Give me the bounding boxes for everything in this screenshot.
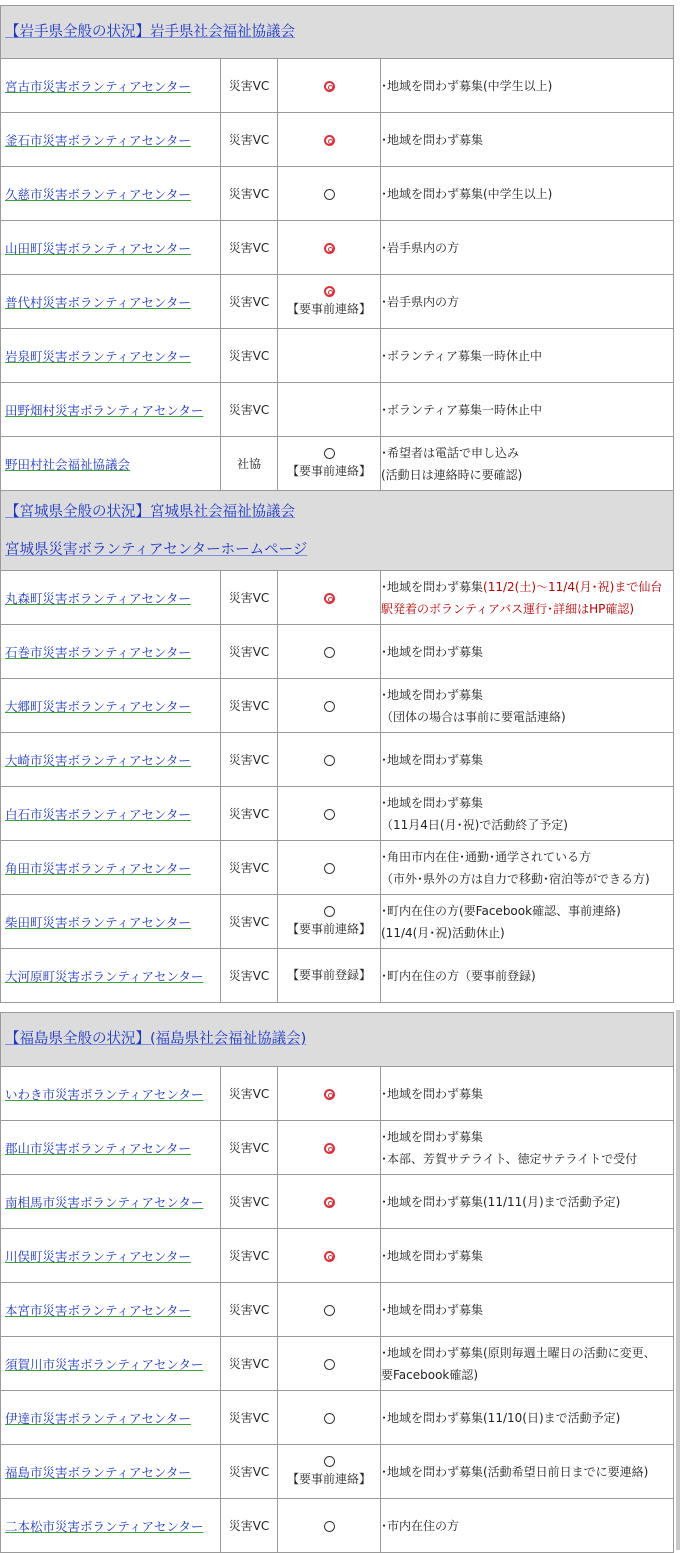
center-link[interactable]: 田野畑村災害ボランティアセンター <box>5 402 204 418</box>
note-cell: ･ボランティア募集一時休止中 <box>381 383 674 437</box>
table-row <box>1 1067 674 1121</box>
center-link[interactable]: 大崎市災害ボランティアセンター <box>5 752 191 768</box>
double-circle-icon <box>324 243 335 254</box>
circle-icon <box>324 863 335 874</box>
note-cell: ･地域を問わず募集(11/11(月)まで活動予定) <box>381 1175 674 1229</box>
center-link[interactable]: 山田町災害ボランティアセンター <box>5 240 191 256</box>
table-row <box>1 275 674 329</box>
status-cell <box>278 1391 381 1445</box>
center-link[interactable]: 岩泉町災害ボランティアセンター <box>5 348 191 364</box>
table-row <box>1 1121 674 1175</box>
center-type: 災害VC <box>221 1445 278 1499</box>
table-row <box>1 1283 674 1337</box>
table-row <box>1 625 674 679</box>
table-row <box>1 1175 674 1229</box>
table-row <box>1 167 674 221</box>
status-cell <box>278 1499 381 1553</box>
center-type: 災害VC <box>221 113 278 167</box>
center-type: 災害VC <box>221 383 278 437</box>
center-type: 災害VC <box>221 275 278 329</box>
circle-icon <box>324 1456 335 1467</box>
center-type: 災害VC <box>221 167 278 221</box>
center-type: 災害VC <box>221 679 278 733</box>
center-type: 災害VC <box>221 1229 278 1283</box>
center-link[interactable]: 丸森町災害ボランティアセンター <box>5 590 191 606</box>
table-row <box>1 1391 674 1445</box>
note-cell: ･地域を問わず募集 <box>381 113 674 167</box>
circle-icon <box>324 1359 335 1370</box>
double-circle-icon <box>324 1089 335 1100</box>
center-link[interactable]: 伊達市災害ボランティアセンター <box>5 1410 191 1426</box>
note-cell: ･地域を問わず募集 <box>381 1067 674 1121</box>
status-cell <box>278 437 381 491</box>
status-cell <box>278 221 381 275</box>
center-link[interactable]: 柴田町災害ボランティアセンター <box>5 914 191 930</box>
circle-icon <box>324 448 335 459</box>
table-row <box>1 383 674 437</box>
center-type: 災害VC <box>221 571 278 625</box>
note-cell: ･地域を問わず募集 （11月4日(月･祝)で活動終了予定) <box>381 787 674 841</box>
status-cell <box>278 787 381 841</box>
status-cell <box>278 1445 381 1499</box>
status-cell <box>278 1337 381 1391</box>
note-cell: ･市内在住の方 <box>381 1499 674 1553</box>
status-cell <box>278 113 381 167</box>
double-circle-icon <box>324 1251 335 1262</box>
table-row <box>1 1229 674 1283</box>
center-link[interactable]: 郡山市災害ボランティアセンター <box>5 1140 191 1156</box>
circle-icon <box>324 755 335 766</box>
status-cell <box>278 625 381 679</box>
status-cell <box>278 571 381 625</box>
center-type: 災害VC <box>221 59 278 113</box>
status-cell <box>278 1175 381 1229</box>
table-row <box>1 841 674 895</box>
center-type: 災害VC <box>221 1337 278 1391</box>
center-type: 災害VC <box>221 221 278 275</box>
iwate-header-row <box>1 6 674 59</box>
center-link[interactable]: 福島市災害ボランティアセンター <box>5 1464 191 1480</box>
double-circle-icon <box>324 1197 335 1208</box>
center-type: 災害VC <box>221 1499 278 1553</box>
table-row <box>1 949 674 1003</box>
double-circle-icon <box>324 593 335 604</box>
circle-icon <box>324 906 335 917</box>
note-cell: ･地域を問わず募集 <box>381 1283 674 1337</box>
table-row <box>1 1337 674 1391</box>
miyagi-homepage-link[interactable]: 宮城県災害ボランティアセンターホームページ <box>5 541 308 558</box>
table-row <box>1 329 674 383</box>
table-row <box>1 1499 674 1553</box>
center-link[interactable]: 白石市災害ボランティアセンター <box>5 806 191 822</box>
center-link[interactable]: いわき市災害ボランティアセンター <box>5 1086 204 1102</box>
table-row <box>1 733 674 787</box>
center-link[interactable]: 本宮市災害ボランティアセンター <box>5 1302 191 1318</box>
status-cell <box>278 1283 381 1337</box>
note-cell: ･地域を問わず募集 （団体の場合は事前に要電話連絡) <box>381 679 674 733</box>
center-link[interactable]: 野田村社会福祉協議会 <box>5 456 131 472</box>
status-note: 【要事前連絡】 <box>286 302 371 316</box>
center-link[interactable]: 川俣町災害ボランティアセンター <box>5 1248 191 1264</box>
center-link[interactable]: 大郷町災害ボランティアセンター <box>5 698 191 714</box>
table-row <box>1 1445 674 1499</box>
status-cell <box>278 1121 381 1175</box>
status-cell <box>278 59 381 113</box>
note-cell: ･地域を問わず募集(11/2(土)～11/4(月･祝)まで仙台駅発着のボランティアバス運行･詳細はHP確認) <box>381 571 674 625</box>
note-cell: ･角田市内在住･通勤･通学されている方 （市外･県外の方は自力で移動･宿泊等ができる方) <box>381 841 674 895</box>
center-type: 災害VC <box>221 1121 278 1175</box>
center-type: 災害VC <box>221 625 278 679</box>
center-type: 災害VC <box>221 329 278 383</box>
note-cell: ･希望者は電話で申し込み (活動日は連絡時に要確認) <box>381 437 674 491</box>
note-cell: ･地域を問わず募集(原則毎週土曜日の活動に変更、 要Facebook確認) <box>381 1337 674 1391</box>
status-cell <box>278 679 381 733</box>
table-row <box>1 221 674 275</box>
note-cell: ･町内在住の方（要事前登録) <box>381 949 674 1003</box>
note-cell: ･地域を問わず募集(11/10(日)まで活動予定) <box>381 1391 674 1445</box>
note-cell: ･地域を問わず募集 <box>381 733 674 787</box>
iwate-table <box>0 5 674 1003</box>
note-cell: ･町内在住の方(要Facebook確認、事前連絡) (11/4(月･祝)活動休止) <box>381 895 674 949</box>
center-type: 災害VC <box>221 949 278 1003</box>
center-link[interactable]: 釜石市災害ボランティアセンター <box>5 132 191 148</box>
center-link[interactable]: 角田市災害ボランティアセンター <box>5 860 191 876</box>
status-cell <box>278 167 381 221</box>
status-cell <box>278 841 381 895</box>
table-row <box>1 679 674 733</box>
center-type: 災害VC <box>221 1175 278 1229</box>
note-cell: ･ボランティア募集一時休止中 <box>381 329 674 383</box>
circle-icon <box>324 1521 335 1532</box>
scrollbar[interactable] <box>676 1010 680 1550</box>
center-link[interactable]: 宮古市災害ボランティアセンター <box>5 78 191 94</box>
note-cell: ･岩手県内の方 <box>381 221 674 275</box>
circle-icon <box>324 1305 335 1316</box>
center-type: 災害VC <box>221 895 278 949</box>
table-row <box>1 59 674 113</box>
center-link[interactable]: 久慈市災害ボランティアセンター <box>5 186 191 202</box>
note-cell: ･地域を問わず募集 <box>381 625 674 679</box>
fukushima-header-row <box>1 1013 674 1067</box>
center-link[interactable]: 石巻市災害ボランティアセンター <box>5 644 191 660</box>
miyagi-header-link[interactable]: 【宮城県全般の状況】宮城県社会福祉協議会 <box>5 503 295 520</box>
note-cell: ･地域を問わず募集 ･本部、芳賀サテライト、徳定サテライトで受付 <box>381 1121 674 1175</box>
status-cell <box>278 949 381 1003</box>
status-note: 【要事前登録】 <box>286 968 371 982</box>
status-cell <box>278 1229 381 1283</box>
fukushima-header-link[interactable]: 【福島県全般の状況】(福島県社会福祉協議会) <box>5 1031 307 1047</box>
status-cell <box>278 895 381 949</box>
center-link[interactable]: 大河原町災害ボランティアセンター <box>5 968 204 984</box>
circle-icon <box>324 809 335 820</box>
circle-icon <box>324 189 335 200</box>
circle-icon <box>324 1413 335 1424</box>
circle-icon <box>324 647 335 658</box>
center-link[interactable]: 須賀川市災害ボランティアセンター <box>5 1356 204 1372</box>
center-type: 災害VC <box>221 1283 278 1337</box>
fukushima-table <box>0 1012 674 1553</box>
table-row <box>1 437 674 491</box>
center-link[interactable]: 普代村災害ボランティアセンター <box>5 294 191 310</box>
center-link[interactable]: 南相馬市災害ボランティアセンター <box>5 1194 204 1210</box>
double-circle-icon <box>324 286 335 297</box>
center-type: 災害VC <box>221 787 278 841</box>
table-row <box>1 113 674 167</box>
note-cell: ･地域を問わず募集(中学生以上) <box>381 59 674 113</box>
note-cell: ･地域を問わず募集(活動希望日前日までに要連絡) <box>381 1445 674 1499</box>
miyagi-header-row <box>1 491 674 571</box>
status-note: 【要事前連絡】 <box>286 464 371 478</box>
status-cell <box>278 329 381 383</box>
center-type: 災害VC <box>221 841 278 895</box>
status-cell <box>278 733 381 787</box>
center-type: 災害VC <box>221 733 278 787</box>
center-type: 災害VC <box>221 1067 278 1121</box>
center-type: 災害VC <box>221 1391 278 1445</box>
note-cell: ･岩手県内の方 <box>381 275 674 329</box>
double-circle-icon <box>324 135 335 146</box>
double-circle-icon <box>324 81 335 92</box>
status-cell <box>278 275 381 329</box>
status-note: 【要事前連絡】 <box>286 922 371 936</box>
status-cell <box>278 383 381 437</box>
table-row <box>1 571 674 625</box>
table-row <box>1 787 674 841</box>
note-cell: ･地域を問わず募集(中学生以上) <box>381 167 674 221</box>
circle-icon <box>324 701 335 712</box>
iwate-header-link[interactable]: 【岩手県全般の状況】岩手県社会福祉協議会 <box>5 23 295 40</box>
center-type: 社協 <box>221 437 278 491</box>
note-cell: ･地域を問わず募集 <box>381 1229 674 1283</box>
center-link[interactable]: 二本松市災害ボランティアセンター <box>5 1518 204 1534</box>
double-circle-icon <box>324 1143 335 1154</box>
status-cell <box>278 1067 381 1121</box>
table-row <box>1 895 674 949</box>
status-note: 【要事前連絡】 <box>286 1472 371 1486</box>
